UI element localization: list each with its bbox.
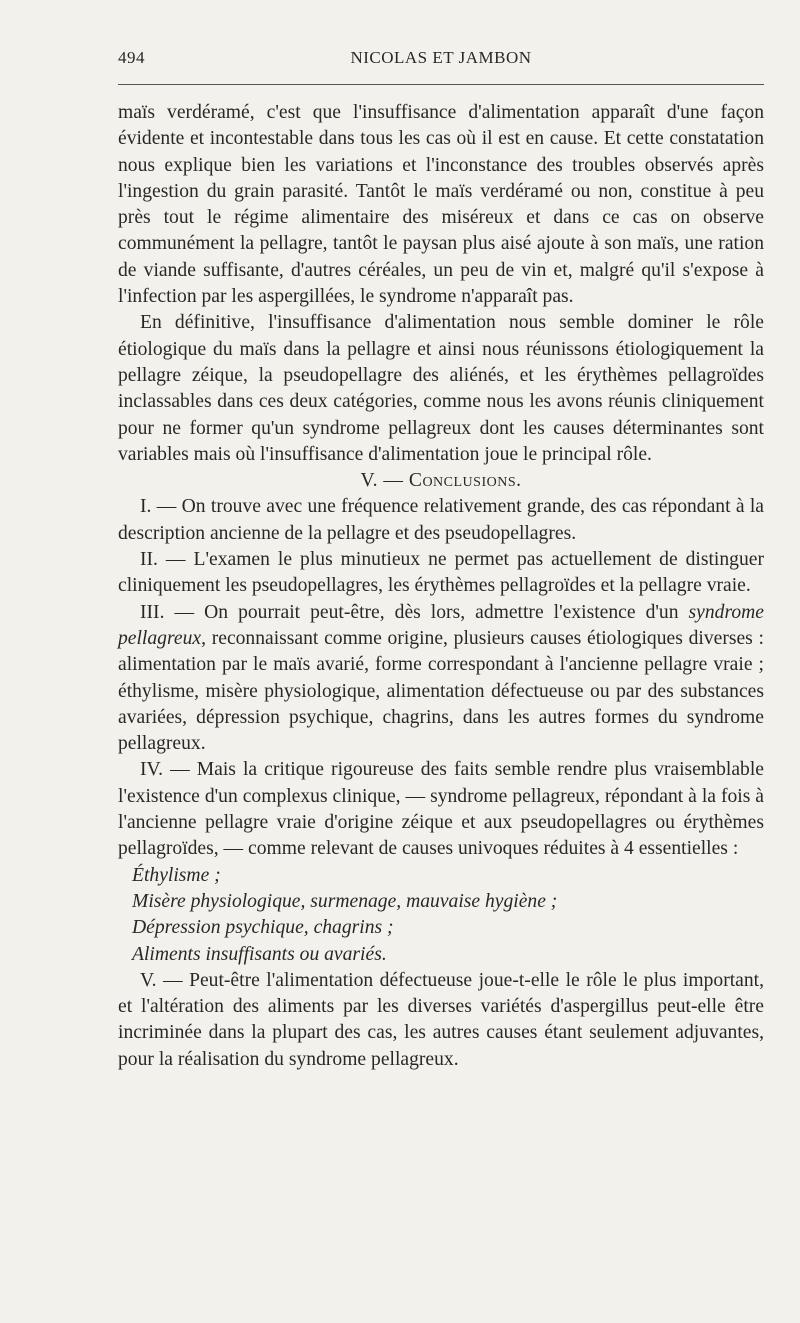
header-rule [118, 84, 764, 85]
conclusion-5: V. — Peut-être l'alimentation défectueuse joue-t-elle le rôle le plus important, et l'altération des aliments par les diverses variétés d'aspergillus peut-elle être incriminée dans la plupart des cas, les autres causes étant seulement adjuvantes, pour la réalisation du syndrome pellagreux. [118, 969, 764, 1070]
section-title: Conclusions. [408, 470, 522, 492]
cause-item: Dépression psychique, chagrins ; [132, 917, 394, 939]
conclusion-2: II. — L'examen le plus minutieux ne permet pas actuellement de distinguer cliniquement les pseudopellagres, les érythèmes pellagroïdes et la pellagre vraie. [118, 549, 764, 597]
cause-item: Éthylisme ; [132, 864, 221, 886]
cause-item: Aliments insuffisants ou avariés. [132, 943, 387, 965]
section-heading [118, 468, 764, 494]
paragraph-continued: maïs verdéramé, c'est que l'insuffisance d'alimentation apparaît d'une façon évidente et incontestable dans tous les cas où il est en cause. Et cette constatation nous explique bien les variations et l'inconstance des troubles observés après l'ingestion du grain parasité. Tantôt le maïs verdéramé ou non, constitue à peu près tout le régime alimentaire des miséreux et dans ce cas on observe communément la pellagre, tantôt le paysan plus aisé ajoute à son maïs, une ration de viande suffisante, d'autres céréales, un peu de vin et, malgré qu'il s'expose à l'infection par les aspergillées, le syndrome n'apparaît pas. [118, 102, 764, 308]
conclusion-3-start: III. — On pourrait peut-être, dès lors, admettre l'existence d'un [140, 601, 679, 623]
paragraph-definitive: En définitive, l'insuffisance d'alimentation nous semble dominer le rôle étiologique du maïs dans la pellagre et ainsi nous réunissons étiologiquement la pellagre zéique, la pseudopellagre des aliénés, et les érythèmes pellagroïdes inclassables dans ces deux catégories, comme nous les avons réunis cliniquement pour ne former qu'un syndrome pellagreux dont les causes déterminantes sont variables mais où l'insuffisance d'alimentation joue le principal rôle. [118, 312, 764, 465]
conclusion-4: IV. — Mais la critique rigoureuse des faits semble rendre plus vraisemblable l'existence d'un complexus clinique, — syndrome pellagreux, répondant à la fois à l'ancienne pellagre vraie d'origine zéique et aux pseudopellagres ou érythèmes pellagroïdes, — comme relevant de causes univoques réduites à 4 essentielles : [118, 759, 764, 860]
conclusion-3-end: reconnaissant comme origine, plusieurs causes étiologiques diverses : alimentation par le maïs avarié, forme correspondant à l'ancienne pellagre vraie ; éthylisme, misère physiologique, alimentation défectueuse ou par des substances avariées, dépression psychique, chagrins, dans les autres formes du syndrome pellagreux. [118, 627, 764, 755]
running-head [118, 48, 764, 82]
conclusion-1: I. — On trouve avec une fréquence relativement grande, des cas répondant à la description ancienne de la pellagre et des pseudopellagres. [118, 496, 764, 544]
page-number: 494 [118, 48, 145, 67]
body-text [118, 100, 764, 1073]
conclusion-3-emphasis: syndrome pellagreux, [118, 601, 764, 649]
running-title: NICOLAS ET JAMBON [350, 48, 532, 67]
conclusion-3 [118, 600, 764, 758]
section-number: V. — [360, 470, 404, 492]
cause-item: Misère physiologique, surmenage, mauvaise hygiène ; [132, 890, 558, 912]
